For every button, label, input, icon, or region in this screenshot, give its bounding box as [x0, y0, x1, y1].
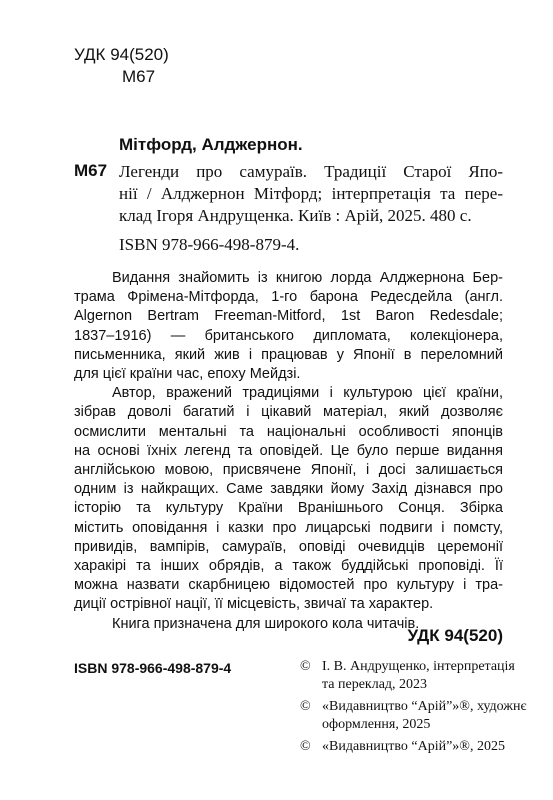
udk-label: УДК: [74, 45, 106, 64]
udk-cutter: М67: [122, 67, 156, 86]
annotation-line: на основі їхніх легенд та оповідей. Це було перше видання: [74, 442, 503, 459]
annotation-line: Автор, вражений традиціями і культурою цієї країни,: [112, 385, 503, 402]
udk-code: 94(520): [110, 45, 169, 64]
isbn-bottom: ISBN 978-966-498-879-4: [74, 660, 232, 676]
annotation-line: англійською мовою, присвячене Японії, і досі залишається: [74, 462, 503, 479]
biblio-line: Легенди про самураїв. Традиції Старої Япо-: [119, 162, 503, 181]
annotation: [74, 269, 503, 634]
annotation-line: осмислити ментальні та національні особливості японців: [74, 423, 503, 440]
annotation-line: Видання знайомить із книгою лорда Алджернона Бер-: [112, 270, 503, 286]
copyright-line: та переклад, 2023: [322, 677, 428, 692]
bibliographic-description: [119, 161, 503, 227]
annotation-line: одним із найкращих. Саме завдяки йому Захід дізнався про: [74, 481, 503, 498]
annotation-line: 1837–1916) — британського дипломата, колекціонера,: [74, 327, 503, 344]
copyright-icon: ©: [300, 699, 311, 714]
annotation-line: Книга призначена для широкого кола читачів.: [112, 615, 420, 632]
copyright-item-translator: [300, 658, 520, 694]
annotation-line: для цієї країни час, епоху Мейдзі.: [74, 366, 301, 383]
author-heading: Мітфорд, Алджернон.: [119, 135, 303, 154]
copyright-line: І. В. Андрущенко, інтерпретація: [322, 659, 515, 674]
annotation-line: письменника, який жив і працював у Японії в переломний: [74, 346, 503, 363]
annotation-line: можна назвати скарбницею відомостей про культуру і тра-: [74, 577, 503, 594]
annotation-line: Algernon Bertram Freeman-Mitford, 1st Baron Redesdale;: [74, 308, 503, 325]
udk-classification: [74, 44, 169, 88]
isbn-main: ISBN 978-966-498-879-4.: [119, 235, 300, 254]
copyright-line: «Видавництво “Арій”»®, 2025: [322, 739, 505, 754]
copyright-line: «Видавництво “Арій”»®, художнє: [322, 699, 527, 714]
cutter-code: М67: [74, 161, 108, 180]
biblio-line: нії / Алджернон Мітфорд; інтерпретація та пере-: [119, 184, 503, 203]
annotation-line: трама Фрімена-Мітфорда, 1-го барона Редесдейла (англ.: [74, 289, 503, 306]
copyright-list: [300, 658, 527, 760]
annotation-line: харакірі та інших обрядів, а також буддійські проповіді. Її: [74, 558, 503, 575]
udk-bottom: УДК 94(520): [407, 626, 503, 645]
copyright-item-publisher: [300, 738, 520, 756]
annotation-line: історію та культуру Країни Вранішнього Сонця. Збірка: [74, 500, 503, 517]
annotation-line: привидів, вампірів, самураїв, оповіді очевидців церемонії: [74, 538, 503, 555]
copyright-icon: ©: [300, 739, 311, 754]
annotation-line: містить оповідання і казки про лицарські подвиги і помсту,: [74, 519, 503, 536]
copyright-icon: ©: [300, 659, 311, 674]
biblio-line: клад Ігоря Андрущенка. Київ : Арій, 2025. 480 с.: [119, 206, 472, 225]
udk-code-line: [74, 44, 169, 66]
annotation-line: диції острівної нації, її місцевість, звичаї та характер.: [74, 596, 434, 613]
annotation-line: зібрав доволі багатий і цікавий матеріал, який дозволяє: [74, 404, 503, 421]
copyright-line: оформлення, 2025: [322, 717, 431, 732]
copyright-item-design: [300, 698, 527, 734]
